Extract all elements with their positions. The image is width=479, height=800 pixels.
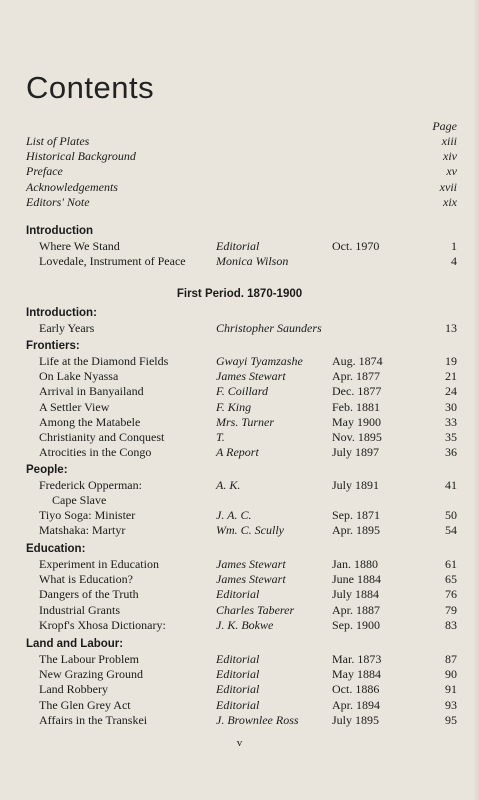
- toc-entry-continuation: [26, 493, 457, 508]
- toc-entry: [26, 523, 457, 538]
- toc-entry: [26, 587, 457, 602]
- entry-title: On Lake Nyassa: [39, 369, 119, 384]
- entry-date: Sep. 1900: [332, 617, 380, 632]
- entry-author: Monica Wilson: [216, 254, 289, 269]
- entry-author: J. A. C.: [216, 508, 252, 523]
- front-matter-title: List of Plates: [26, 134, 90, 148]
- toc-entry: [26, 557, 457, 572]
- front-matter-page: xv: [446, 164, 457, 179]
- toc-entry: [26, 384, 457, 399]
- entry-page: 61: [445, 557, 457, 571]
- entry-date: Sep. 1871: [332, 508, 380, 523]
- entry-title: Christianity and Conquest: [39, 429, 165, 444]
- entry-page: 36: [445, 445, 457, 460]
- entry-title: The Labour Problem: [39, 652, 139, 666]
- front-matter-item: [26, 164, 457, 179]
- entry-title: Industrial Grants: [39, 602, 120, 617]
- entry-author: Editorial: [216, 239, 260, 253]
- entry-author: Mrs. Turner: [216, 414, 275, 429]
- entry-date: July 1895: [332, 712, 380, 727]
- entry-title: What is Education?: [39, 572, 133, 587]
- entry-date: Feb. 1881: [332, 399, 380, 414]
- entry-date: Oct. 1970: [332, 239, 380, 253]
- section-heading: Introduction: [26, 225, 94, 237]
- entry-author: A Report: [216, 445, 259, 460]
- entry-author: James Stewart: [216, 572, 286, 587]
- entry-title: Life at the Diamond Fields: [39, 354, 169, 368]
- toc-entry: [26, 572, 457, 587]
- entry-date: Dec. 1877: [332, 384, 382, 399]
- page-folio: v: [236, 737, 243, 749]
- front-matter-page: xiii: [441, 134, 457, 148]
- entry-page: 24: [445, 384, 457, 399]
- entry-author: J. Brownlee Ross: [216, 712, 299, 727]
- entry-author: Editorial: [216, 682, 260, 697]
- entry-author: T.: [216, 429, 225, 444]
- front-matter-item: [26, 149, 457, 164]
- toc-entry: [26, 354, 457, 369]
- entry-date: Apr. 1894: [332, 697, 380, 712]
- entry-date: Apr. 1877: [332, 369, 380, 384]
- entry-page: 41: [445, 478, 457, 492]
- front-matter-title: Historical Background: [26, 149, 136, 164]
- page-column-label: Page: [432, 119, 457, 133]
- section-heading: Land and Labour:: [26, 638, 124, 650]
- entry-page: 21: [445, 369, 457, 384]
- front-matter-page: xix: [443, 194, 457, 209]
- front-matter-title: Preface: [26, 164, 63, 179]
- entry-date: Apr. 1887: [332, 602, 380, 617]
- section-heading: Frontiers:: [26, 340, 80, 352]
- entry-author: Charles Taberer: [216, 602, 295, 617]
- entry-page: 33: [445, 414, 457, 429]
- toc-section-land-and-labour: [26, 636, 457, 728]
- toc-entry: [26, 698, 457, 713]
- entry-page: 90: [445, 667, 457, 682]
- page-edge-shadow: [473, 0, 479, 800]
- entry-page: 91: [445, 682, 457, 697]
- toc-section-education: [26, 541, 457, 633]
- entry-date: May 1884: [332, 667, 381, 682]
- front-matter-title: Acknowledgements: [26, 179, 118, 194]
- toc-section-people: [26, 462, 457, 539]
- toc-entry: [26, 682, 457, 697]
- entry-author: Editorial: [216, 652, 260, 666]
- front-matter-item: [26, 134, 457, 149]
- entry-page: 87: [445, 652, 457, 666]
- toc-entry: [26, 652, 457, 667]
- toc-entry: [26, 239, 457, 254]
- toc-entry: [26, 667, 457, 682]
- entry-title: Matshaka: Martyr: [39, 523, 126, 538]
- entry-title-continued: Cape Slave: [52, 493, 107, 508]
- entry-page: 1: [451, 239, 457, 253]
- entry-title: A Settler View: [39, 399, 110, 414]
- toc-entry: [26, 415, 457, 430]
- toc-entry: [26, 618, 457, 633]
- entry-title: Dangers of the Truth: [39, 587, 139, 602]
- entry-title: New Grazing Ground: [39, 667, 143, 682]
- entry-title: Early Years: [39, 321, 95, 335]
- entry-author: F. Coillard: [216, 384, 269, 399]
- entry-date: Jan. 1880: [332, 557, 378, 571]
- front-matter-page: xiv: [443, 149, 457, 164]
- entry-page: 35: [445, 429, 457, 444]
- introduction-section: [26, 223, 457, 269]
- toc-entry: [26, 430, 457, 445]
- entry-title: Where We Stand: [39, 239, 120, 253]
- entry-author: Editorial: [216, 667, 260, 682]
- entry-page: 13: [445, 321, 457, 335]
- entry-author: Wm. C. Scully: [216, 523, 284, 538]
- entry-page: 30: [445, 399, 457, 414]
- toc-entry: [26, 321, 457, 336]
- entry-date: July 1891: [332, 478, 380, 492]
- entry-date: Apr. 1895: [332, 523, 380, 538]
- entry-title: The Glen Grey Act: [39, 697, 131, 712]
- entry-date: Aug. 1874: [332, 354, 383, 368]
- toc-entry: [26, 369, 457, 384]
- entry-page: 93: [445, 697, 457, 712]
- toc-section-frontiers: [26, 338, 457, 460]
- entry-author: Editorial: [216, 587, 260, 602]
- entry-author: J. K. Bokwe: [216, 617, 274, 632]
- toc-section-introduction: [26, 305, 457, 336]
- entry-date: Oct. 1886: [332, 682, 380, 697]
- entry-title: Arrival in Banyailand: [39, 384, 144, 399]
- entry-page: 79: [445, 602, 457, 617]
- toc-entry: [26, 400, 457, 415]
- entry-author: Editorial: [216, 697, 260, 712]
- entry-page: 4: [451, 254, 457, 269]
- entry-page: 54: [445, 523, 457, 538]
- entry-author: F. King: [216, 399, 252, 414]
- front-matter-item: [26, 195, 457, 210]
- toc-entry: [26, 478, 457, 493]
- entry-date: July 1884: [332, 587, 380, 602]
- entry-title: Frederick Opperman:: [39, 478, 142, 492]
- front-matter-page: xvii: [439, 179, 457, 194]
- section-heading: Education:: [26, 543, 86, 555]
- entry-title: Affairs in the Transkei: [39, 712, 148, 727]
- section-heading: People:: [26, 464, 68, 476]
- entry-author: James Stewart: [216, 557, 286, 571]
- entry-page: 65: [445, 572, 457, 587]
- entry-page: 19: [445, 354, 457, 368]
- entry-title: Experiment in Education: [39, 557, 159, 571]
- entry-date: June 1884: [332, 572, 381, 587]
- entry-page: 95: [445, 712, 457, 727]
- toc-entry: [26, 713, 457, 728]
- entry-date: Mar. 1873: [332, 652, 382, 666]
- entry-date: May 1900: [332, 414, 381, 429]
- section-heading: Introduction:: [26, 307, 97, 319]
- toc-entry: [26, 254, 457, 269]
- entry-date: Nov. 1895: [332, 429, 382, 444]
- entry-title: Atrocities in the Congo: [39, 445, 152, 460]
- entry-author: A. K.: [216, 478, 241, 492]
- entry-page: 50: [445, 508, 457, 523]
- entry-title: Kropf's Xhosa Dictionary:: [39, 617, 166, 632]
- toc-entry: [26, 445, 457, 460]
- toc-entry: [26, 508, 457, 523]
- entry-author: Christopher Saunders: [216, 321, 322, 335]
- front-matter-list: [26, 134, 457, 210]
- front-matter-item: [26, 180, 457, 195]
- entry-page: 76: [445, 587, 457, 602]
- entry-author: James Stewart: [216, 369, 286, 384]
- period-heading: First Period. 1870-1900: [176, 288, 303, 300]
- entry-title: Land Robbery: [39, 682, 108, 697]
- entry-title: Lovedale, Instrument of Peace: [39, 254, 186, 269]
- page-title: Contents: [26, 70, 155, 105]
- entry-title: Tiyo Soga: Minister: [39, 508, 136, 523]
- entry-author: Gwayi Tyamzashe: [216, 354, 303, 368]
- toc-entry: [26, 603, 457, 618]
- front-matter-title: Editors' Note: [26, 194, 90, 209]
- entry-title: Among the Matabele: [39, 414, 141, 429]
- entry-page: 83: [445, 617, 457, 632]
- entry-date: July 1897: [332, 445, 380, 460]
